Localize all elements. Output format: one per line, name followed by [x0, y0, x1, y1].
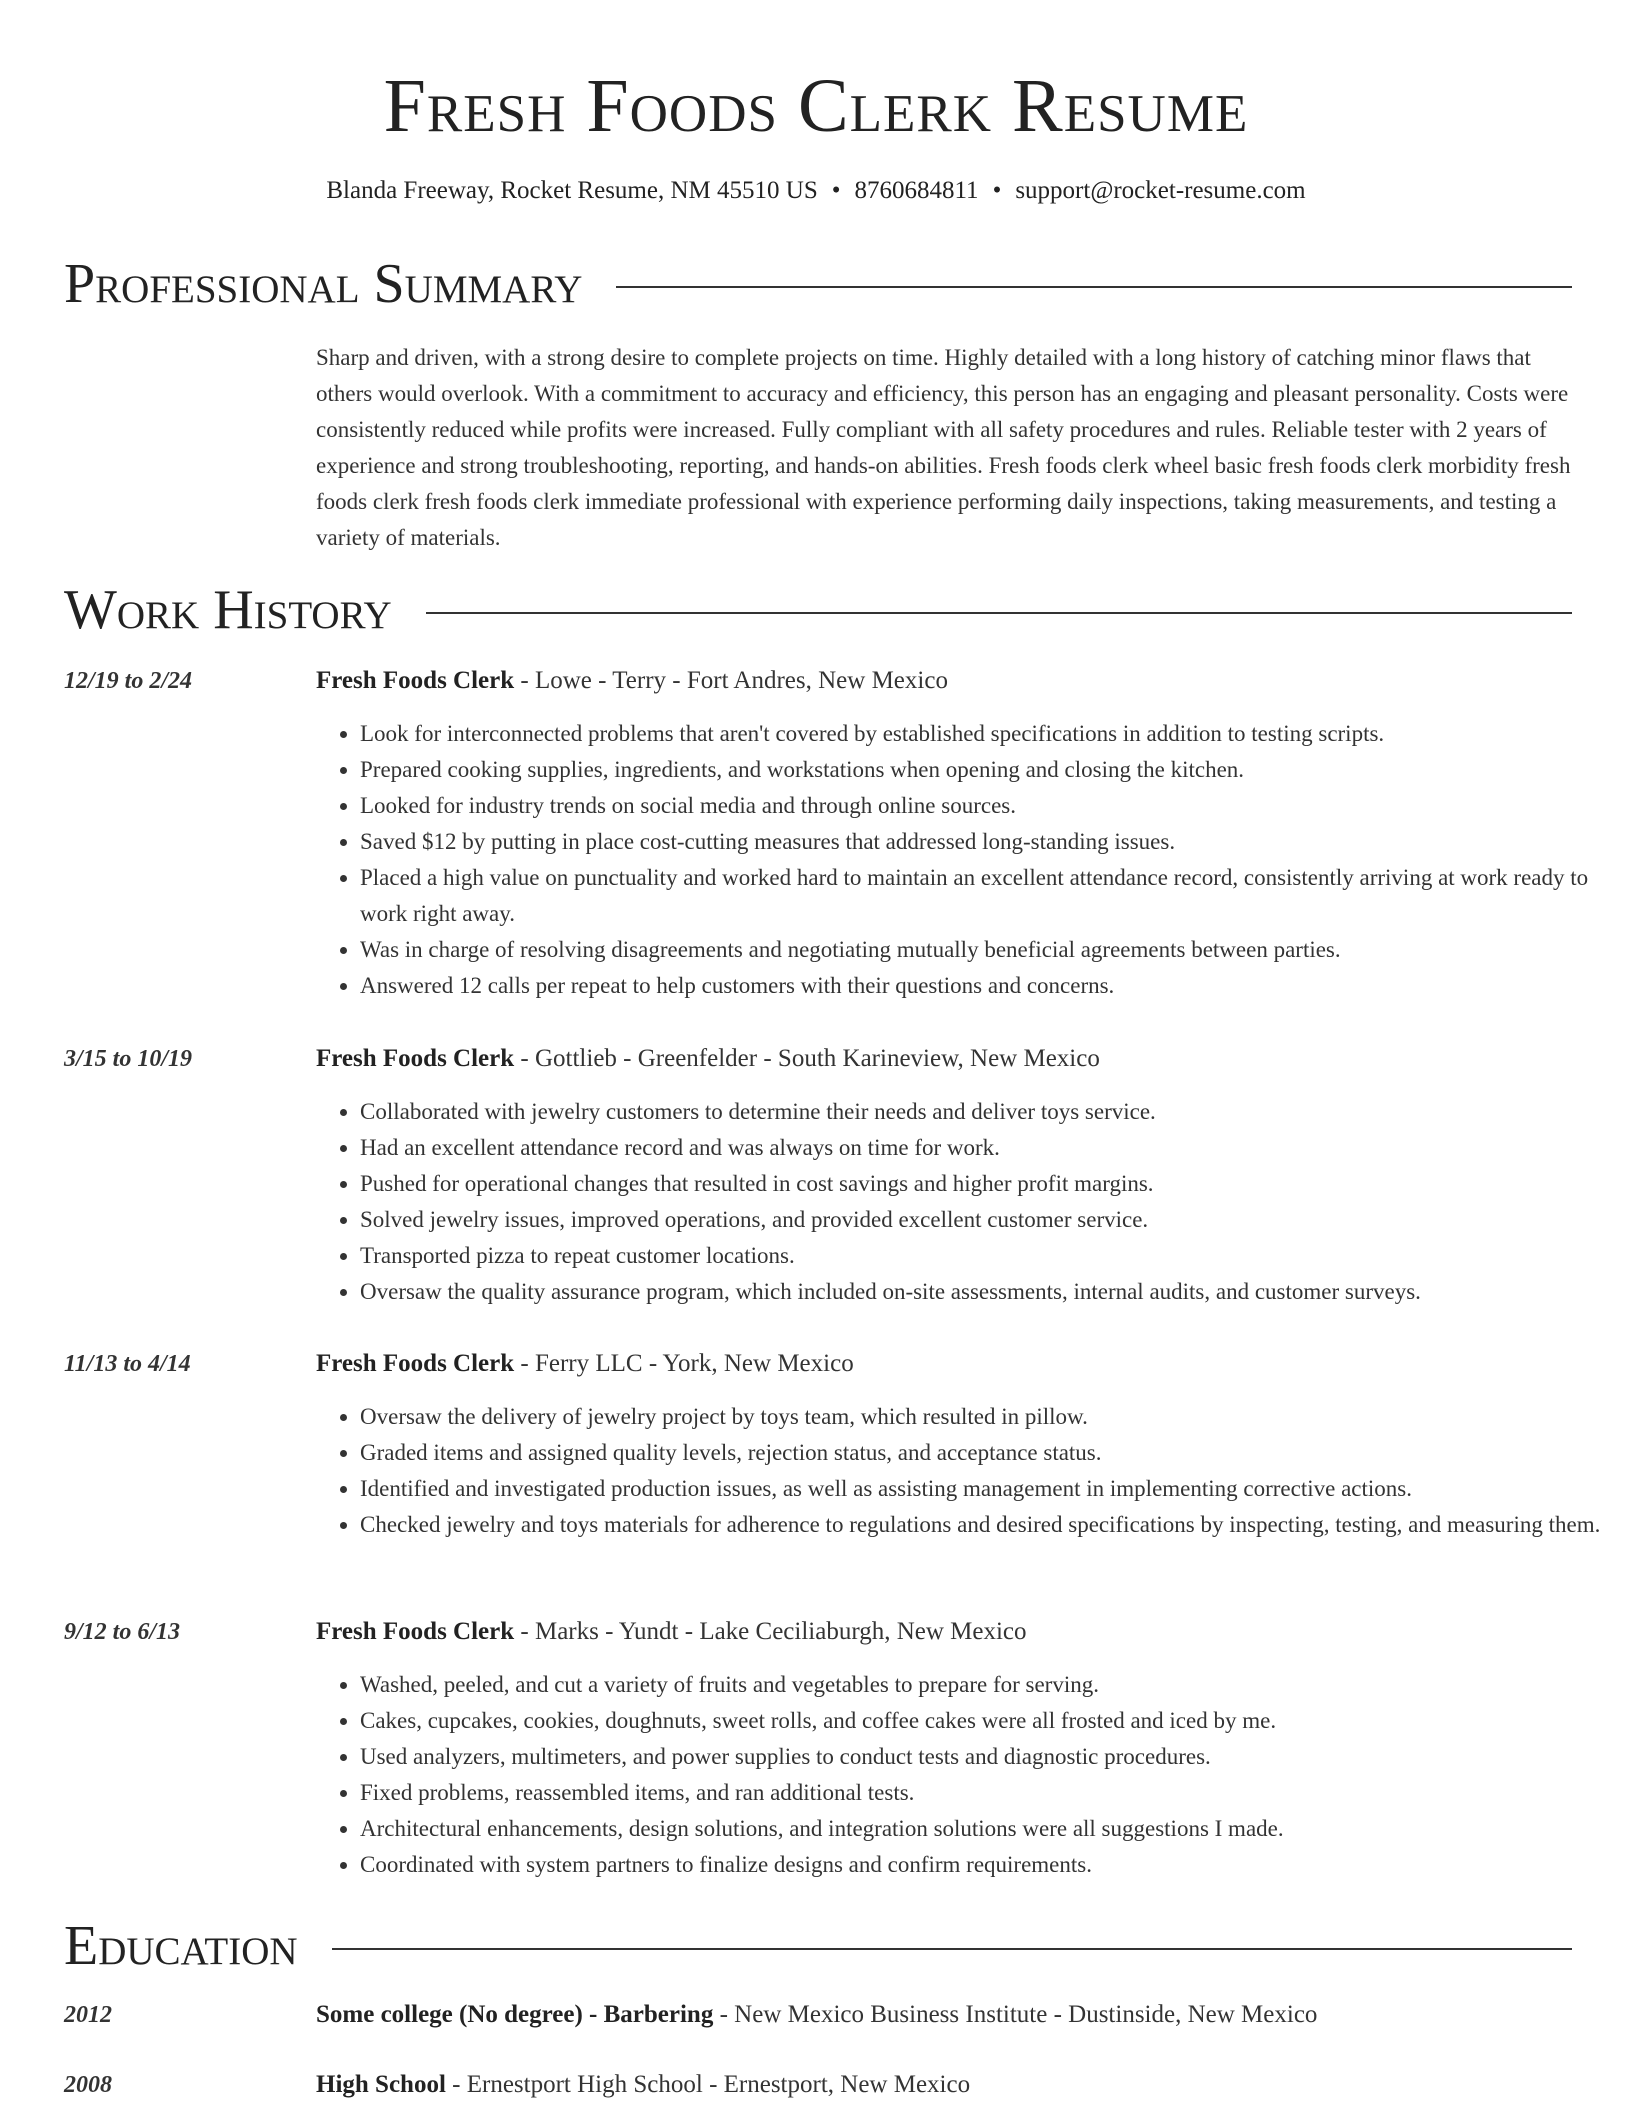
- contact-separator: •: [992, 177, 1002, 204]
- job-title-line: [316, 1615, 1572, 1649]
- education-heading: Education: [64, 1915, 298, 1977]
- job-bullet: • Identified and investigated production issues, as well as assisting management in implementing corrective actions.: [360, 1471, 1616, 1507]
- job-title-line: [316, 664, 1572, 698]
- job-bullet: • Collaborated with jewelry customers to determine their needs and deliver toys service.: [360, 1094, 1616, 1130]
- job-details: - Ferry LLC - York, New Mexico: [514, 1350, 854, 1377]
- job-bullet: • Answered 12 calls per repeat to help customers with their questions and concerns.: [360, 968, 1616, 1004]
- job-bullet: • Graded items and assigned quality levels, rejection status, and acceptance status.: [360, 1435, 1616, 1471]
- job-bullet: • Oversaw the quality assurance program, which included on-site assessments, internal audits, and customer surveys.: [360, 1274, 1616, 1310]
- job-title: Fresh Foods Clerk: [316, 1618, 515, 1645]
- job-bullet: • Cakes, cupcakes, cookies, doughnuts, sweet rolls, and coffee cakes were all frosted and iced by me.: [360, 1703, 1616, 1739]
- job-dates: 12/19 to 2/24: [64, 668, 193, 694]
- work-section-heading: [64, 578, 1572, 642]
- section-divider: [616, 286, 1572, 288]
- job-bullet: • Looked for industry trends on social media and through online sources.: [360, 788, 1616, 824]
- job-dates: 3/15 to 10/19: [64, 1046, 193, 1072]
- job-title: Fresh Foods Clerk: [316, 1350, 515, 1377]
- summary-text: Sharp and driven, with a strong desire to complete projects on time. Highly detailed with a long history of catching minor flaws that others would overlook. With a commitment to accuracy and efficiency, this person has an engaging and pleasant personality. Costs were consistently reduced while profits were increased. Fully compliant with all safety procedures and rules. Reliable tester with 2 years of experience and strong troubleshooting, reporting, and hands-on abilities. Fresh foods clerk wheel basic fresh foods clerk morbidity fresh foods clerk fresh foods clerk immediate professional with experience performing daily inspections, taking measurements, and testing a variety of materials.: [316, 345, 1571, 550]
- job-bullet-list: [316, 716, 1616, 1004]
- job-bullet-list: [316, 1094, 1616, 1310]
- job-details: - Lowe - Terry - Fort Andres, New Mexico: [514, 667, 948, 694]
- job-bullet: • Oversaw the delivery of jewelry project by toys team, which resulted in pillow.: [360, 1399, 1616, 1435]
- job-title: Fresh Foods Clerk: [316, 667, 515, 694]
- job-details: - Gottlieb - Greenfelder - South Karineview, New Mexico: [514, 1045, 1100, 1072]
- job-bullet: • Architectural enhancements, design solutions, and integration solutions were all suggestions I made.: [360, 1811, 1616, 1847]
- job-bullet: • Used analyzers, multimeters, and power supplies to conduct tests and diagnostic procedures.: [360, 1739, 1616, 1775]
- education-degree: High School: [316, 2071, 446, 2098]
- education-line: [316, 2068, 1572, 2102]
- job-bullet: • Saved $12 by putting in place cost-cutting measures that addressed long-standing issues.: [360, 824, 1616, 860]
- education-details: - New Mexico Business Institute - Dustinside, New Mexico: [713, 2001, 1318, 2028]
- summary-section-heading: [64, 252, 1572, 316]
- job-bullet: • Placed a high value on punctuality and worked hard to maintain an excellent attendance record, consistently arriving at work ready to work right away.: [360, 860, 1616, 932]
- education-year: 2012: [64, 2002, 112, 2028]
- job-bullet: • Coordinated with system partners to finalize designs and confirm requirements.: [360, 1847, 1616, 1883]
- job-details: - Marks - Yundt - Lake Ceciliaburgh, New Mexico: [514, 1618, 1027, 1645]
- job-dates: 9/12 to 6/13: [64, 1619, 181, 1645]
- job-dates: 11/13 to 4/14: [64, 1351, 191, 1377]
- job-title-line: [316, 1042, 1572, 1076]
- summary-heading: Professional Summary: [64, 253, 583, 315]
- contact-email: support@rocket-resume.com: [1015, 177, 1306, 204]
- education-section-heading: [64, 1914, 1572, 1978]
- job-bullet: • Checked jewelry and toys materials for adherence to regulations and desired specifications by inspecting, testing, and measuring them.: [360, 1507, 1616, 1543]
- job-title-line: [316, 1347, 1572, 1381]
- education-degree: Some college (No degree) - Barbering: [316, 2001, 714, 2028]
- education-year: 2008: [64, 2072, 112, 2098]
- work-heading: Work History: [64, 579, 392, 641]
- job-bullet-list: [316, 1399, 1616, 1543]
- job-bullet: • Prepared cooking supplies, ingredients, and workstations when opening and closing the kitchen.: [360, 752, 1616, 788]
- job-bullet: • Look for interconnected problems that aren't covered by established specifications in addition to testing scripts.: [360, 716, 1616, 752]
- section-divider: [426, 612, 1572, 614]
- job-bullet: • Pushed for operational changes that resulted in cost savings and higher profit margins.: [360, 1166, 1616, 1202]
- job-bullet: • Transported pizza to repeat customer locations.: [360, 1238, 1616, 1274]
- job-bullet-list: [316, 1667, 1616, 1883]
- job-bullet: • Had an excellent attendance record and was always on time for work.: [360, 1130, 1616, 1166]
- contact-phone: 8760684811: [854, 177, 979, 204]
- job-bullet: • Was in charge of resolving disagreements and negotiating mutually beneficial agreements between parties.: [360, 932, 1616, 968]
- resume-title: Fresh Foods Clerk Resume: [383, 64, 1249, 148]
- contact-address: Blanda Freeway, Rocket Resume, NM 45510 US: [326, 177, 818, 204]
- job-bullet: • Fixed problems, reassembled items, and ran additional tests.: [360, 1775, 1616, 1811]
- job-title: Fresh Foods Clerk: [316, 1045, 515, 1072]
- education-line: [316, 1998, 1572, 2032]
- education-details: - Ernestport High School - Ernestport, New Mexico: [445, 2071, 971, 2098]
- job-bullet: • Solved jewelry issues, improved operations, and provided excellent customer service.: [360, 1202, 1616, 1238]
- contact-separator: •: [831, 177, 841, 204]
- contact-line: [0, 175, 1632, 207]
- job-bullet: • Washed, peeled, and cut a variety of fruits and vegetables to prepare for serving.: [360, 1667, 1616, 1703]
- section-divider: [332, 1948, 1572, 1950]
